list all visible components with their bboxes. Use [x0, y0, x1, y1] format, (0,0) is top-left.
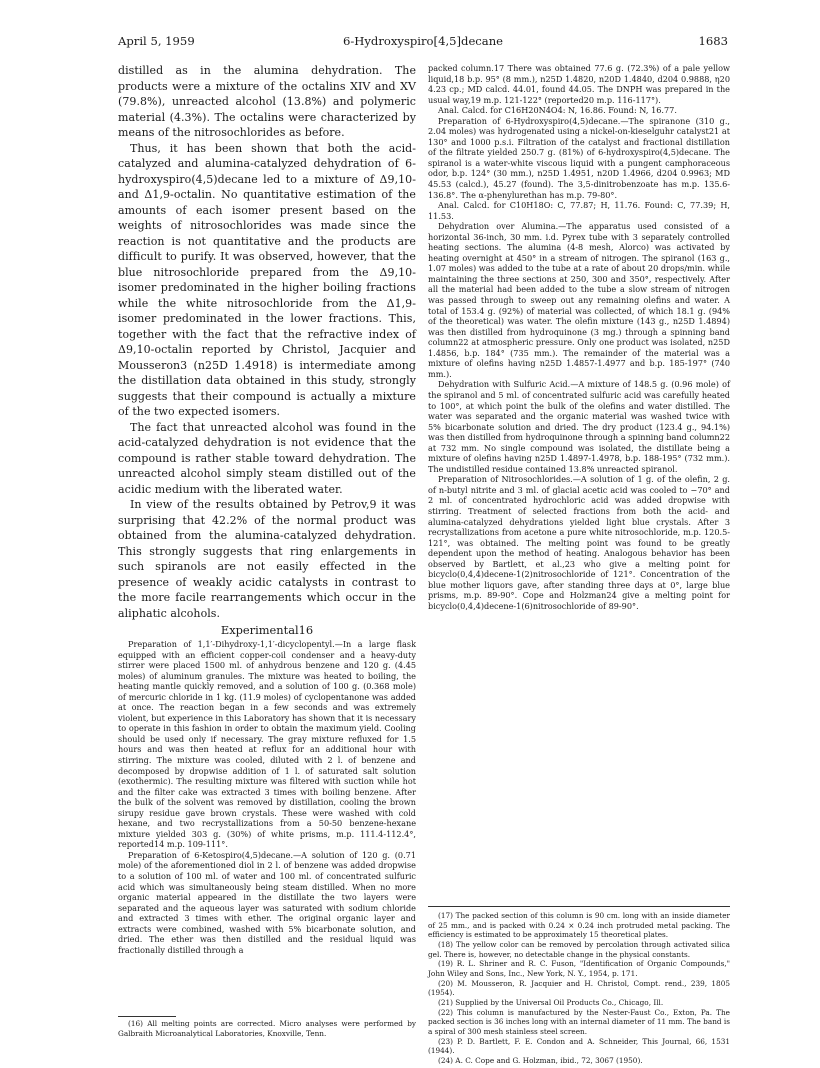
- experimental-paragraph: Preparation of 6-Hydroxyspiro(4,5)decane.—The spiranone (310 g., 2.04 moles) was hydrogenated using a nickel-on-kieselguhr catalyst21 at 130° and 1000 p.s.i. Filtration of the catalyst and fractional distillation of the filtrate yielded 250.7 g. (81%) of 6-hydroxyspiro(4,5)decane. The spiranol is a water-white viscous liquid with a pungent camphoraceous odor, b.p. 124° (30 mm.), n25D 1.4951, n20D 1.4966, d204 0.9963; MD 45.53 (calcd.), 45.27 (found). The 3,5-dinitrobenzoate has m.p. 135.6-136.8°. The α-phenylurethan has m.p. 79-80°.: [428, 115, 730, 200]
- body-paragraph: distilled as in the alumina dehydration. The products were a mixture of the octalins XIV and XV (79.8%), unreacted alcohol (13.8%) and polymeric material (4.3%). The octalins were characterized by means of the nitrosochlorides as before.: [118, 64, 416, 139]
- running-header: [118, 34, 728, 52]
- body-paragraph: The fact that unreacted alcohol was found in the acid-catalyzed dehydration is not evidence that the compound is rather stable toward dehydration. The unreacted alcohol simply steam distilled out of the acidic medium with the liberated water.: [118, 420, 416, 496]
- experimental-paragraph: Dehydration with Sulfuric Acid.—A mixture of 148.5 g. (0.96 mole) of the spiranol and 5 ml. of concentrated sulfuric acid was carefully heated to 100°, at which point the bulk of the olefins and water distilled. The water was separated and the organic material was washed twice with 5% bicarbonate solution and dried. The dry product (123.4 g., 94.1%) was then distilled from hydroquinone through a spinning band column22 at 732 mm. No single compound was isolated, the distillate being a mixture of olefins having n25D 1.4897-1.4978, b.p. 188-195° (732 mm.). The undistilled residue contained 13.8% unreacted spiranol.: [428, 379, 730, 474]
- experimental-paragraph: packed column.17 There was obtained 77.6 g. (72.3%) of a pale yellow liquid,18 b.p. 95° (8 mm.), n25D 1.4820, n20D 1.4840, d204 0.9888, η20 4.23 cp.; MD calcd. 44.01, found 44.05. The DNPH was prepared in the usual way,19 m.p. 121-122° (reported20 m.p. 116-117°).: [428, 63, 730, 105]
- analysis-paragraph: Anal. Calcd. for C10H18O: C, 77.87; H, 11.76. Found: C, 77.39; H, 11.53.: [428, 200, 730, 221]
- footnote: (20) M. Mousseron, R. Jacquier and H. Christol, Compt. rend., 239, 1805 (1954).: [428, 978, 730, 998]
- header-title: 6-Hydroxyspiro[4,5]decane: [342, 34, 504, 48]
- experimental-paragraph: Dehydration over Alumina.—The apparatus used consisted of a horizontal 36-inch, 30 mm. i.d. Pyrex tube with 3 separately controlled heating sections. The alumina (4-8 mesh, Alorco) was activated by heating overnight at 450° in a stream of nitrogen. The spiranol (163 g., 1.07 moles) was added to the tube at a rate of about 20 drops/min. while maintaining the three sections at 250, 300 and 350°, respectively. After all the material had been added to the tube a slow stream of nitrogen was passed through to sweep out any remaining olefins and water. A total of 153.4 g. (92%) of material was collected, of which 18.1 g. (94% of the theoretical) was water. The olefin mixture (143 g., n25D 1.4894) was then distilled from hydroquinone (3 mg.) through a spinning band column22 at atmospheric pressure. Only one product was isolated, n25D 1.4856, b.p. 184° (735 mm.). The remainder of the material was a mixture of olefins having n25D 1.4857-1.4977 and b.p. 185-197° (740 mm.).: [428, 221, 730, 379]
- experimental-paragraph: Preparation of 1,1′-Dihydroxy-1,1′-dicyclopentyl.—In a large flask equipped with an efficient copper-coil condenser and a heavy-duty stirrer were placed 1500 ml. of anhydrous benzene and 120 g. (4.45 moles) of aluminum granules. The mixture was heated to boiling, the heating mantle quickly removed, and a solution of 100 g. (0.368 mole) of mercuric chloride in 1 kg. (11.9 moles) of cyclopentanone was added at once. The reaction began in a few seconds and was extremely violent, but experience in this Laboratory has shown that it is necessary to operate in this fashion in order to obtain the maximum yield. Cooling should be used only if necessary. The gray mixture refluxed for 1.5 hours and was then heated at reflux for an additional hour with stirring. The mixture was cooled, diluted with 2 l. of benzene and decomposed by dropwise addition of 1 l. of saturated salt solution (exothermic). The resulting mixture was filtered with suction while hot and the filter cake was extracted 3 times with boiling benzene. After the bulk of the solvent was removed by distillation, cooling the brown sirupy residue gave brown crystals. These were washed with cold hexane, and two recrystallizations from a 50-50 benzene-hexane mixture yielded 303 g. (30%) of white prisms, m.p. 111.4-112.4°, reported14 m.p. 109-111°.: [118, 639, 416, 850]
- experimental-paragraph: Preparation of Nitrosochlorides.—A solution of 1 g. of the olefin, 2 g. of n-butyl nitrite and 3 ml. of glacial acetic acid was cooled to −70° and 2 ml. of concentrated hydrochloric acid was added dropwise with stirring. Treatment of selected fractions from both the acid- and alumina-catalyzed dehydrations yielded light blue crystals. After 3 recrystallizations from acetone a pure white nitrosochloride, m.p. 120.5-121°, was obtained. The melting point was found to be greatly dependent upon the method of heating. Analogous behavior has been observed by Bartlett, et al.,23 who give a melting point for bicyclo(0,4,4)decene-1(2)nitrosochloride of 121°. Concentration of the blue mother liquors gave, after standing three days at 0°, large blue prisms, m.p. 89-90°. Cope and Holzman24 give a melting point for bicyclo(0,4,4)decene-1(6)nitrosochloride of 89-90°.: [428, 474, 730, 611]
- footnotes-list: [428, 911, 730, 1066]
- footnote: (17) The packed section of this column is 90 cm. long with an inside diameter of 25 mm., and is packed with 0.24 × 0.24 inch protruded metal packing. The efficiency is estimated to be approximately 15 theoretical plates.: [428, 911, 730, 940]
- footnote-divider: [428, 906, 730, 907]
- footnote-16: (16) All melting points are corrected. Micro analyses were performed by Galbraith Microanalytical Laboratories, Knoxville, Tenn.: [118, 1019, 416, 1038]
- header-date: April 5, 1959: [118, 34, 195, 48]
- body-paragraph: Thus, it has been shown that both the acid-catalyzed and alumina-catalyzed dehydration of 6-hydroxyspiro(4,5)decane led to a mixture of Δ9,10- and Δ1,9-octalin. No quantitative estimation of the amounts of each isomer present based on the weights of nitrosochlorides was made since the reaction is not quantitative and the products are difficult to purify. It was observed, however, that the blue nitrosochloride prepared from the Δ9,10-isomer predominated in the higher boiling fractions while the white nitrosochloride from the Δ1,9-isomer predominated in the lower fractions. This, together with the fact that the refractive index of Δ9,10-octalin reported by Christol, Jacquier and Mousseron3 (n25D 1.4918) is intermediate among the distillation data obtained in this study, strongly suggests that their compound is actually a mixture of the two expected isomers.: [118, 141, 416, 418]
- footnote-divider: [118, 1016, 176, 1017]
- footnote: (21) Supplied by the Universal Oil Products Co., Chicago, Ill.: [438, 997, 664, 1007]
- footnote: (22) This column is manufactured by the Nester-Faust Co., Exton, Pa. The packed section is 36 inches long with an internal diameter of 11 mm. The band is a spiral of 300 mesh stainless steel screen.: [428, 1007, 730, 1036]
- left-column: [118, 63, 416, 955]
- body-paragraph: In view of the results obtained by Petrov,9 it was surprising that 42.2% of the normal product was obtained from the alumina-catalyzed dehydration. This strongly suggests that ring enlargements in such spiranols are not easily effected in the presence of weakly acidic catalysts in contrast to the more facile rearrangements which occur in the aliphatic alcohols.: [118, 498, 416, 620]
- footnote: (23) P. D. Bartlett, F. E. Condon and A. Schneider, This Journal, 66, 1531 (1944).: [428, 1036, 730, 1056]
- page-number: 1683: [698, 34, 728, 48]
- experimental-heading: Experimental16: [220, 623, 314, 637]
- footnote: (18) The yellow color can be removed by percolation through activated silica gel. There is, however, no detectable change in the physical constants.: [428, 939, 730, 959]
- analysis-paragraph: Anal. Calcd. for C16H20N4O4: N, 16.86. Found: N, 16.77.: [438, 105, 677, 116]
- experimental-paragraph: Preparation of 6-Ketospiro(4,5)decane.—A solution of 120 g. (0.71 mole) of the aforementioned diol in 2 l. of benzene was added dropwise to a solution of 100 ml. of water and 100 ml. of concentrated sulfuric acid which was simultaneously being steam distilled. When no more organic material appeared in the distillate the two layers were separated and the aqueous layer was saturated with sodium chloride and extracted 3 times with ether. The original organic layer and extracts were combined, washed with 5% bicarbonate solution, and dried. The ether was then distilled and the residual liquid was fractionally distilled through a: [118, 849, 416, 955]
- footnote: (19) R. L. Shriner and R. C. Fuson, "Identification of Organic Compounds," John Wiley and Sons, Inc., New York, N. Y., 1954, p. 171.: [428, 959, 730, 978]
- right-column: [428, 63, 730, 611]
- footnote: (24) A. C. Cope and G. Holzman, ibid., 72, 3067 (1950).: [438, 1055, 643, 1065]
